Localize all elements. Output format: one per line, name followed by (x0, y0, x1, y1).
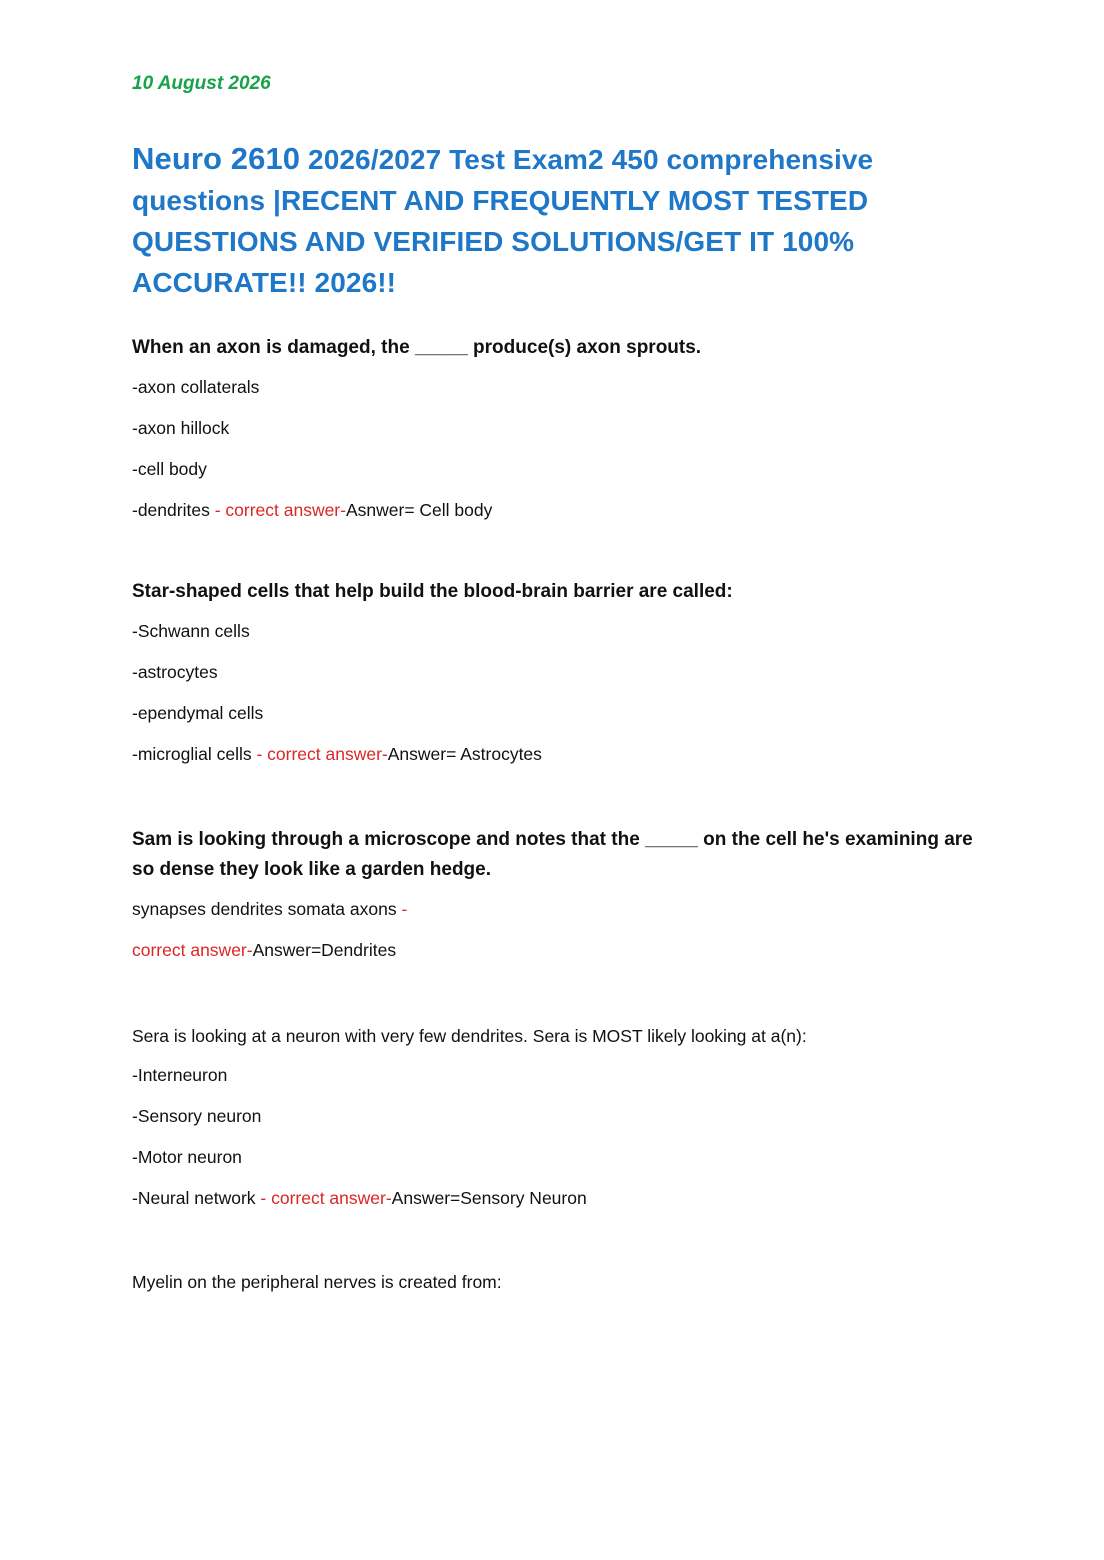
option-text: -Neural network (132, 1188, 256, 1208)
question-text: Sera is looking at a neuron with very few dendrites. Sera is MOST likely looking at a(n): (132, 1026, 807, 1046)
question-block-2 (132, 577, 974, 765)
answer-option: -Motor neuron (132, 1147, 242, 1167)
correct-answer-marker: correct answer- (132, 940, 253, 960)
answer-option: -astrocytes (132, 662, 218, 682)
question-block-3 (132, 825, 974, 961)
question-text: Myelin on the peripheral nerves is created from: (132, 1272, 502, 1292)
answer-option: -Interneuron (132, 1065, 228, 1085)
document-title (132, 138, 974, 303)
option-text: synapses dendrites somata axons (132, 899, 397, 919)
answer-option: -cell body (132, 459, 207, 479)
question-text: Star-shaped cells that help build the blood-brain barrier are called: (132, 581, 733, 602)
question-block-5 (132, 1267, 974, 1297)
correct-answer-marker: - correct answer- (251, 744, 388, 764)
correct-answer: Answer=Sensory Neuron (391, 1188, 587, 1208)
answer-option: -axon hillock (132, 418, 230, 438)
correct-answer-marker: - correct answer- (209, 500, 346, 520)
answer-option-last (132, 499, 974, 521)
option-text: -microglial cells (132, 744, 252, 764)
title-lead: Neuro 2610 (132, 141, 301, 176)
answer-option (132, 898, 974, 920)
question-block-1 (132, 333, 974, 521)
correct-answer-marker: - correct answer- (255, 1188, 392, 1208)
question-text: When an axon is damaged, the _____ produce(s) axon sprouts. (132, 337, 702, 358)
answer-option: -ependymal cells (132, 703, 264, 723)
answer-option: -Schwann cells (132, 621, 250, 641)
answer-option-last (132, 743, 974, 765)
question-text: Sam is looking through a microscope and notes that the _____ on the cell he's examining are so dense they look like a garden hedge. (132, 829, 973, 880)
option-text: -dendrites (132, 500, 210, 520)
correct-answer: Answer=Dendrites (252, 940, 397, 960)
answer-option: -axon collaterals (132, 377, 260, 397)
answer-option-last (132, 1187, 974, 1209)
question-block-4 (132, 1021, 974, 1209)
document-date: 10 August 2026 (132, 73, 271, 94)
correct-answer: Answer= Astrocytes (387, 744, 542, 764)
answer-option: -Sensory neuron (132, 1106, 262, 1126)
correct-answer: Asnwer= Cell body (345, 500, 493, 520)
answer-option-last (132, 939, 974, 961)
correct-answer-marker-inline: - (396, 899, 408, 919)
title-rest: 2026/2027 Test Exam2 450 comprehensive questions |RECENT AND FREQUENTLY MOST TESTED QUESTIONS AND VERIFIED SOLUTIONS/GET IT 100% ACCURATE!! 2026!! (132, 144, 874, 298)
